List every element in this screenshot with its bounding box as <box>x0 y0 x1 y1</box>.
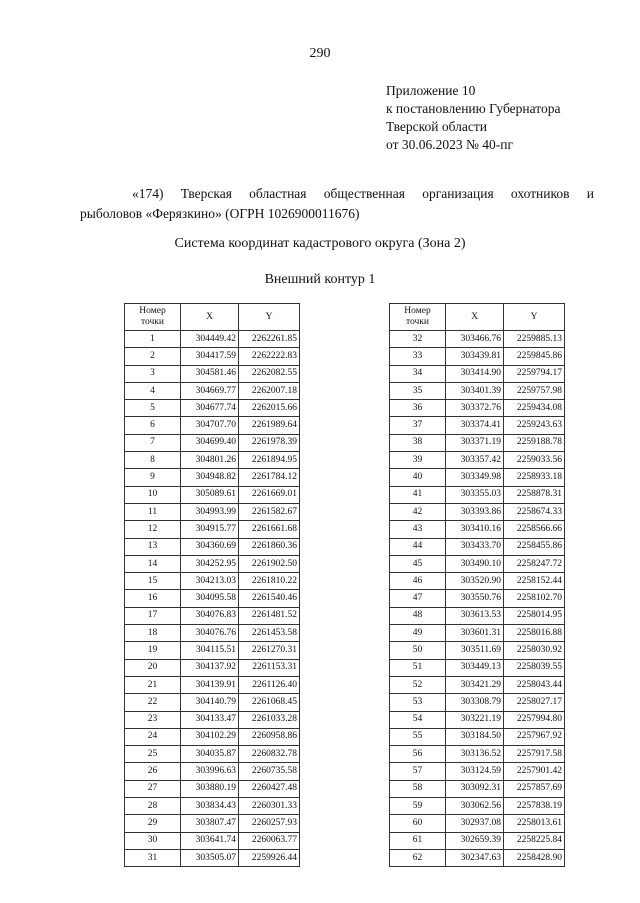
coordinates-table-left-body <box>125 331 300 867</box>
y-cell: 2258152.44 <box>504 573 565 590</box>
x-cell: 304993.99 <box>181 503 239 520</box>
y-cell: 2258225.84 <box>504 832 565 849</box>
table-row <box>390 538 565 555</box>
table-row <box>390 625 565 642</box>
table-row <box>390 815 565 832</box>
point-header-line-1: Номер <box>404 306 431 316</box>
x-cell: 304139.91 <box>181 676 239 693</box>
x-cell: 303124.59 <box>446 763 504 780</box>
y-cell: 2262015.66 <box>239 400 300 417</box>
y-cell: 2261153.31 <box>239 659 300 676</box>
table-row <box>125 763 300 780</box>
x-cell: 304801.26 <box>181 452 239 469</box>
point-number-cell: 29 <box>125 815 181 832</box>
y-cell: 2262082.55 <box>239 365 300 382</box>
point-number-cell: 24 <box>125 728 181 745</box>
table-row <box>125 521 300 538</box>
table-row <box>390 434 565 451</box>
table-row <box>125 676 300 693</box>
table-row <box>125 417 300 434</box>
table-row <box>390 486 565 503</box>
y-cell: 2262222.83 <box>239 348 300 365</box>
y-cell: 2261661.68 <box>239 521 300 538</box>
x-cell: 304581.46 <box>181 365 239 382</box>
point-number-cell: 46 <box>390 573 446 590</box>
point-number-cell: 61 <box>390 832 446 849</box>
point-number-cell: 37 <box>390 417 446 434</box>
x-cell: 303393.86 <box>446 503 504 520</box>
table-row <box>390 711 565 728</box>
y-cell: 2257838.19 <box>504 798 565 815</box>
x-cell: 303401.39 <box>446 382 504 399</box>
table-row <box>390 503 565 520</box>
point-number-cell: 13 <box>125 538 181 555</box>
y-cell: 2259845.86 <box>504 348 565 365</box>
y-cell: 2262261.85 <box>239 331 300 348</box>
x-cell: 304213.03 <box>181 573 239 590</box>
x-cell: 303184.50 <box>446 728 504 745</box>
y-cell: 2260257.93 <box>239 815 300 832</box>
table-header-row <box>390 304 565 331</box>
point-number-cell: 45 <box>390 555 446 572</box>
organization-paragraph <box>80 184 594 224</box>
point-number-cell: 32 <box>390 331 446 348</box>
table-row <box>390 849 565 866</box>
x-cell: 303490.10 <box>446 555 504 572</box>
appendix-line-2: к постановлению Губернатора <box>386 101 561 116</box>
y-cell: 2258027.17 <box>504 694 565 711</box>
y-cell: 2258030.92 <box>504 642 565 659</box>
x-cell: 303550.76 <box>446 590 504 607</box>
table-row <box>390 728 565 745</box>
x-cell: 304677.74 <box>181 400 239 417</box>
table-row <box>125 642 300 659</box>
y-cell: 2259033.56 <box>504 452 565 469</box>
y-cell: 2261902.50 <box>239 555 300 572</box>
table-row <box>125 365 300 382</box>
point-number-cell: 57 <box>390 763 446 780</box>
x-cell: 303355.03 <box>446 486 504 503</box>
table-row <box>390 382 565 399</box>
x-cell: 303421.29 <box>446 676 504 693</box>
table-row <box>125 728 300 745</box>
point-number-header <box>390 304 446 331</box>
coordinates-table-right-body <box>390 331 565 867</box>
y-cell: 2260832.78 <box>239 746 300 763</box>
y-cell: 2258014.95 <box>504 607 565 624</box>
y-cell: 2258016.88 <box>504 625 565 642</box>
table-row <box>125 607 300 624</box>
table-row <box>390 331 565 348</box>
appendix-header <box>386 82 560 154</box>
table-row <box>390 607 565 624</box>
x-cell: 303511.69 <box>446 642 504 659</box>
x-cell: 304417.59 <box>181 348 239 365</box>
point-number-cell: 60 <box>390 815 446 832</box>
point-header-line-2: точки <box>140 317 164 327</box>
point-number-cell: 7 <box>125 434 181 451</box>
point-number-cell: 15 <box>125 573 181 590</box>
y-cell: 2258043.44 <box>504 676 565 693</box>
x-cell: 303349.98 <box>446 469 504 486</box>
table-row <box>125 331 300 348</box>
point-number-cell: 9 <box>125 469 181 486</box>
y-cell: 2258102.70 <box>504 590 565 607</box>
y-cell: 2261810.22 <box>239 573 300 590</box>
x-cell: 305089.61 <box>181 486 239 503</box>
table-row <box>125 469 300 486</box>
x-cell: 303092.31 <box>446 780 504 797</box>
x-cell: 303449.13 <box>446 659 504 676</box>
point-number-cell: 25 <box>125 746 181 763</box>
point-number-cell: 3 <box>125 365 181 382</box>
table-row <box>125 538 300 555</box>
table-row <box>125 815 300 832</box>
y-cell: 2258455.86 <box>504 538 565 555</box>
y-cell: 2261978.39 <box>239 434 300 451</box>
x-cell: 303371.19 <box>446 434 504 451</box>
y-cell: 2259794.17 <box>504 365 565 382</box>
y-cell: 2261453.58 <box>239 625 300 642</box>
x-cell: 304449.42 <box>181 331 239 348</box>
x-cell: 304252.95 <box>181 555 239 572</box>
x-cell: 303641.74 <box>181 832 239 849</box>
table-row <box>390 642 565 659</box>
table-row <box>390 832 565 849</box>
x-cell: 304095.58 <box>181 590 239 607</box>
table-row <box>125 746 300 763</box>
table-row <box>390 573 565 590</box>
point-number-cell: 34 <box>390 365 446 382</box>
y-cell: 2261540.46 <box>239 590 300 607</box>
y-cell: 2259885.13 <box>504 331 565 348</box>
point-number-cell: 8 <box>125 452 181 469</box>
table-row <box>390 365 565 382</box>
appendix-line-4: от 30.06.2023 № 40-пг <box>386 137 513 152</box>
point-number-cell: 44 <box>390 538 446 555</box>
y-cell: 2261481.52 <box>239 607 300 624</box>
y-cell: 2258566.66 <box>504 521 565 538</box>
x-cell: 302659.39 <box>446 832 504 849</box>
y-cell: 2261582.67 <box>239 503 300 520</box>
coordinate-system-title: Система координат кадастрового округа (Зона 2) <box>174 236 466 251</box>
table-row <box>125 780 300 797</box>
point-number-cell: 12 <box>125 521 181 538</box>
point-number-cell: 33 <box>390 348 446 365</box>
x-cell: 304115.51 <box>181 642 239 659</box>
x-cell: 303466.76 <box>446 331 504 348</box>
coordinates-table-left <box>124 303 300 867</box>
point-number-cell: 41 <box>390 486 446 503</box>
table-row <box>125 555 300 572</box>
organization-line-1: «174) Тверская областная общественная организация охотников и <box>132 186 594 201</box>
point-number-cell: 55 <box>390 728 446 745</box>
table-row <box>390 798 565 815</box>
y-cell: 2261669.01 <box>239 486 300 503</box>
table-row <box>125 832 300 849</box>
point-number-cell: 52 <box>390 676 446 693</box>
table-row <box>125 659 300 676</box>
y-cell: 2258428.90 <box>504 849 565 866</box>
y-cell: 2257967.92 <box>504 728 565 745</box>
table-row <box>390 400 565 417</box>
x-cell: 303880.19 <box>181 780 239 797</box>
table-row <box>390 452 565 469</box>
point-number-cell: 47 <box>390 590 446 607</box>
x-cell: 303505.07 <box>181 849 239 866</box>
point-number-cell: 4 <box>125 382 181 399</box>
point-number-cell: 27 <box>125 780 181 797</box>
point-number-cell: 19 <box>125 642 181 659</box>
table-row <box>390 417 565 434</box>
x-cell: 304133.47 <box>181 711 239 728</box>
y-cell: 2257994.80 <box>504 711 565 728</box>
x-cell: 304140.79 <box>181 694 239 711</box>
point-number-cell: 62 <box>390 849 446 866</box>
point-number-cell: 28 <box>125 798 181 815</box>
point-header-line-1: Номер <box>139 306 166 316</box>
table-row <box>125 503 300 520</box>
y-cell: 2258039.55 <box>504 659 565 676</box>
x-cell: 303062.56 <box>446 798 504 815</box>
point-number-cell: 38 <box>390 434 446 451</box>
point-number-cell: 21 <box>125 676 181 693</box>
point-number-cell: 59 <box>390 798 446 815</box>
table-row <box>390 763 565 780</box>
table-row <box>390 348 565 365</box>
table-row <box>125 711 300 728</box>
contour-title: Внешний контур 1 <box>264 272 376 287</box>
x-header: X <box>181 304 239 331</box>
x-cell: 304707.70 <box>181 417 239 434</box>
x-cell: 304699.40 <box>181 434 239 451</box>
table-row <box>125 694 300 711</box>
table-row <box>390 694 565 711</box>
table-row <box>125 849 300 866</box>
y-header: Y <box>504 304 565 331</box>
table-row <box>125 486 300 503</box>
x-cell: 304076.76 <box>181 625 239 642</box>
table-row <box>125 573 300 590</box>
x-cell: 303433.70 <box>446 538 504 555</box>
point-number-cell: 10 <box>125 486 181 503</box>
appendix-line-1: Приложение 10 <box>386 83 476 98</box>
table-row <box>390 659 565 676</box>
point-number-cell: 23 <box>125 711 181 728</box>
table-row <box>390 521 565 538</box>
point-number-header <box>125 304 181 331</box>
point-number-cell: 26 <box>125 763 181 780</box>
y-cell: 2261784.12 <box>239 469 300 486</box>
table-row <box>125 798 300 815</box>
y-cell: 2257901.42 <box>504 763 565 780</box>
x-cell: 303221.19 <box>446 711 504 728</box>
x-cell: 302937.08 <box>446 815 504 832</box>
x-cell: 303136.52 <box>446 746 504 763</box>
y-cell: 2258013.61 <box>504 815 565 832</box>
point-number-cell: 42 <box>390 503 446 520</box>
x-cell: 304948.82 <box>181 469 239 486</box>
point-number-cell: 50 <box>390 642 446 659</box>
x-cell: 303410.16 <box>446 521 504 538</box>
point-number-cell: 14 <box>125 555 181 572</box>
point-number-cell: 2 <box>125 348 181 365</box>
x-cell: 303520.90 <box>446 573 504 590</box>
y-cell: 2258933.18 <box>504 469 565 486</box>
y-cell: 2260063.77 <box>239 832 300 849</box>
point-number-cell: 40 <box>390 469 446 486</box>
y-cell: 2261033.28 <box>239 711 300 728</box>
x-cell: 304076.83 <box>181 607 239 624</box>
point-number-cell: 20 <box>125 659 181 676</box>
y-cell: 2259926.44 <box>239 849 300 866</box>
point-number-cell: 1 <box>125 331 181 348</box>
point-number-cell: 17 <box>125 607 181 624</box>
y-cell: 2259434.08 <box>504 400 565 417</box>
point-number-cell: 56 <box>390 746 446 763</box>
table-row <box>390 780 565 797</box>
x-cell: 303613.53 <box>446 607 504 624</box>
x-cell: 303601.31 <box>446 625 504 642</box>
x-cell: 304102.29 <box>181 728 239 745</box>
point-number-cell: 36 <box>390 400 446 417</box>
table-row <box>125 348 300 365</box>
point-header-line-2: точки <box>405 317 429 327</box>
point-number-cell: 43 <box>390 521 446 538</box>
point-number-cell: 11 <box>125 503 181 520</box>
point-number-cell: 16 <box>125 590 181 607</box>
y-cell: 2258247.72 <box>504 555 565 572</box>
table-row <box>125 400 300 417</box>
x-cell: 304137.92 <box>181 659 239 676</box>
y-cell: 2257917.58 <box>504 746 565 763</box>
table-row <box>390 555 565 572</box>
table-row <box>390 469 565 486</box>
y-cell: 2257857.69 <box>504 780 565 797</box>
point-number-cell: 39 <box>390 452 446 469</box>
x-cell: 304915.77 <box>181 521 239 538</box>
point-number-cell: 58 <box>390 780 446 797</box>
table-row <box>125 382 300 399</box>
y-cell: 2259243.63 <box>504 417 565 434</box>
organization-line-2: рыболовов «Ферязкино» (ОГРН 1026900011676) <box>80 206 360 221</box>
x-cell: 303414.90 <box>446 365 504 382</box>
y-cell: 2258878.31 <box>504 486 565 503</box>
x-cell: 303372.76 <box>446 400 504 417</box>
point-number-cell: 54 <box>390 711 446 728</box>
x-cell: 302347.63 <box>446 849 504 866</box>
y-cell: 2261068.45 <box>239 694 300 711</box>
x-cell: 303807.47 <box>181 815 239 832</box>
point-number-cell: 22 <box>125 694 181 711</box>
y-cell: 2260735.58 <box>239 763 300 780</box>
x-cell: 303996.63 <box>181 763 239 780</box>
y-cell: 2260301.33 <box>239 798 300 815</box>
point-number-cell: 48 <box>390 607 446 624</box>
x-cell: 303357.42 <box>446 452 504 469</box>
point-number-cell: 5 <box>125 400 181 417</box>
point-number-cell: 51 <box>390 659 446 676</box>
table-row <box>390 746 565 763</box>
point-number-cell: 6 <box>125 417 181 434</box>
point-number-cell: 31 <box>125 849 181 866</box>
x-cell: 303834.43 <box>181 798 239 815</box>
coordinates-table-right <box>389 303 565 867</box>
point-number-cell: 30 <box>125 832 181 849</box>
y-cell: 2259757.98 <box>504 382 565 399</box>
x-cell: 303374.41 <box>446 417 504 434</box>
y-cell: 2259188.78 <box>504 434 565 451</box>
table-row <box>125 590 300 607</box>
y-cell: 2258674.33 <box>504 503 565 520</box>
point-number-cell: 18 <box>125 625 181 642</box>
table-row <box>125 452 300 469</box>
page-number: 290 <box>309 46 331 61</box>
table-row <box>125 434 300 451</box>
y-cell: 2261894.95 <box>239 452 300 469</box>
x-cell: 304035.87 <box>181 746 239 763</box>
y-cell: 2260427.48 <box>239 780 300 797</box>
table-row <box>390 676 565 693</box>
y-cell: 2261126.40 <box>239 676 300 693</box>
point-number-cell: 49 <box>390 625 446 642</box>
y-header: Y <box>239 304 300 331</box>
point-number-cell: 53 <box>390 694 446 711</box>
x-cell: 303308.79 <box>446 694 504 711</box>
x-header: X <box>446 304 504 331</box>
y-cell: 2262007.18 <box>239 382 300 399</box>
x-cell: 303439.81 <box>446 348 504 365</box>
x-cell: 304669.77 <box>181 382 239 399</box>
point-number-cell: 35 <box>390 382 446 399</box>
appendix-line-3: Тверской области <box>386 119 487 134</box>
y-cell: 2261860.36 <box>239 538 300 555</box>
x-cell: 304360.69 <box>181 538 239 555</box>
table-row <box>390 590 565 607</box>
table-header-row <box>125 304 300 331</box>
y-cell: 2260958.86 <box>239 728 300 745</box>
y-cell: 2261989.64 <box>239 417 300 434</box>
table-row <box>125 625 300 642</box>
y-cell: 2261270.31 <box>239 642 300 659</box>
